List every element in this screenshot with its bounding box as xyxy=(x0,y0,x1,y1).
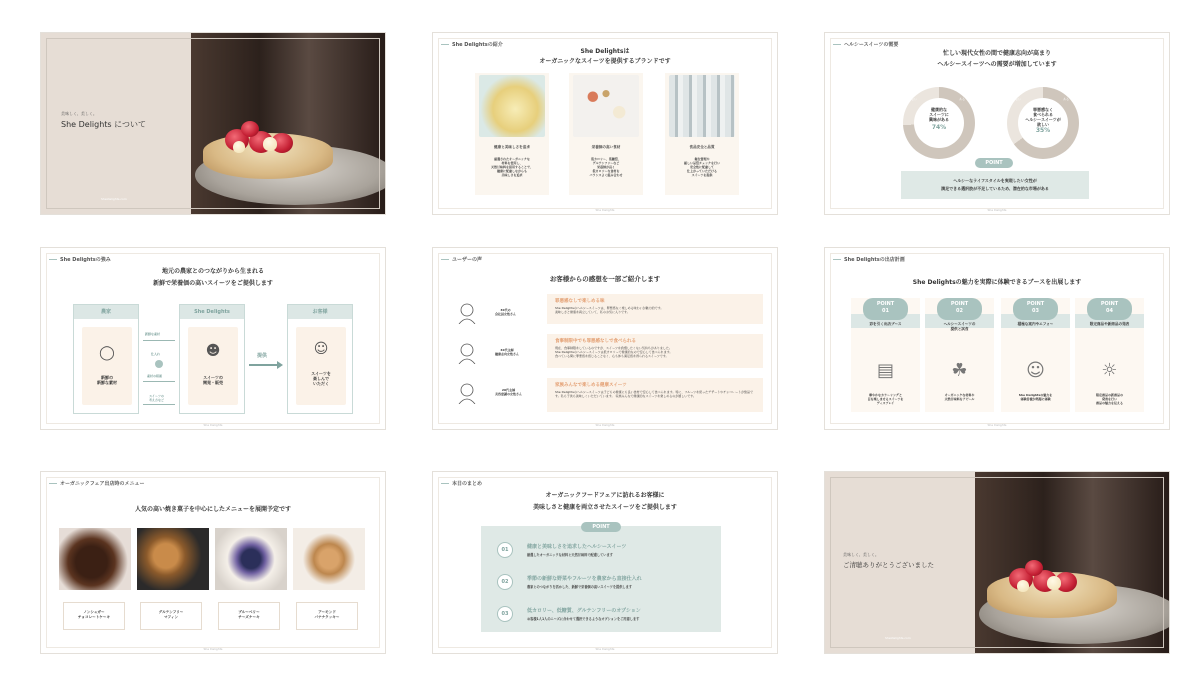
voice-title: 家族みんなで楽しめる健康スイーツ xyxy=(555,383,627,388)
card-desc: 厳選されたオーガニックな 材料を使用し、 天然甘味料を採用することで、 健康に配慮しながらも 美味しさを追求 xyxy=(491,157,533,177)
card-desc: 衛生管理や 厳しい品質チェックを行い 安全性に配慮して 仕上がっていただける スイーツを提供 xyxy=(684,157,720,177)
point-badge: POINT xyxy=(975,158,1013,168)
farmer-card-text: 新鮮の 新鮮な素材 xyxy=(97,375,117,385)
chocolate-cake-photo xyxy=(59,528,131,590)
donut-chart-1 xyxy=(903,87,975,159)
menu-item-3: ブルーベリー チーズケーキ xyxy=(218,602,280,630)
voice-title: 食事制限中でも罪悪感なしで食べられる xyxy=(555,339,636,344)
donut-value: 74% xyxy=(931,124,947,131)
footer: She Delights xyxy=(987,423,1007,427)
slide-title: She Delightsの魅力を実際に体験できるブースを出展します xyxy=(912,279,1082,286)
user-name-1: 30代の 会社員女性さん xyxy=(495,308,517,316)
shedelights-card-text: スイーツの 開発・販売 xyxy=(203,375,223,385)
point-col-2 xyxy=(925,298,994,412)
slide-1[interactable] xyxy=(40,32,386,215)
point-no: 03 xyxy=(1032,308,1039,314)
voice-card-2 xyxy=(547,334,763,368)
point-box xyxy=(901,171,1089,199)
row-title: 季節の新鮮な野菜やフルーツを農家から直接仕入れ xyxy=(527,576,642,582)
shelf-icon: ▤ xyxy=(876,360,894,381)
title-line-1: 忙しい現代女性の間で健康志向が高まり xyxy=(942,50,1051,57)
card-title: 健康と美味しさを追求 xyxy=(494,145,530,149)
cream-photo xyxy=(479,75,545,137)
sprout-icon: ☘ xyxy=(951,360,968,381)
muffin-photo xyxy=(137,528,209,590)
feature-card-2 xyxy=(569,73,643,195)
section-tag: ユーザーの声 xyxy=(441,256,482,263)
row-title: 健康と美味しさを追求したヘルシースイーツ xyxy=(527,544,627,550)
section-tag: ヘルシースイーツの需要 xyxy=(833,41,898,48)
point-desc: 華やかなカラーリングと 目を楽しませるスイーツを ディスプレイ xyxy=(867,393,904,405)
slide-2[interactable] xyxy=(432,32,778,215)
title-line-2: オーガニックなスイーツを提供するブランドです xyxy=(539,58,671,65)
donut-yes: ある xyxy=(1062,97,1069,101)
point-title: 彩を引く出店ブース xyxy=(869,322,902,326)
point-col-3 xyxy=(1001,298,1070,412)
arrow-right-1 xyxy=(143,340,175,341)
farmer-card xyxy=(82,327,132,405)
title-line-1: オーガニックフードフェアに訪れるお客様に xyxy=(545,492,665,499)
subtitle: 美味しく、美しく。 xyxy=(843,552,879,557)
point-badge: POINT xyxy=(581,522,621,532)
footer: She Delights xyxy=(595,208,615,212)
row-number: 03 xyxy=(497,606,513,622)
blueberry-cheesecake-photo xyxy=(215,528,287,590)
title-line-2: 新鮮で栄養価の高いスイーツをご提供します xyxy=(153,280,273,287)
subtitle: 美味しく、美しく。 xyxy=(61,111,97,116)
slide-title: ご清聴ありがとうございました xyxy=(843,561,934,569)
point-desc: She Delightsの魅力を 体験者様が笑顔に体験 xyxy=(1018,393,1053,401)
user-name-2: 40代主婦 健康志向女性さん xyxy=(495,348,520,356)
shedelights-box xyxy=(179,304,245,414)
user-icon-2 xyxy=(457,342,477,364)
woman-icon: ☺ xyxy=(313,341,329,357)
slide-9[interactable] xyxy=(824,471,1170,654)
summary-row-3 xyxy=(497,604,711,626)
title-line-2: 美味しさと健康を両立させたスイーツをご提供します xyxy=(533,504,677,511)
voice-card-1 xyxy=(547,294,763,324)
point-badge: POINT xyxy=(1100,301,1119,307)
donut-label: 罪悪感なく 食べられる ヘルシースイーツが 欲しい xyxy=(1025,107,1061,127)
point-note-1: ヘルシーなライフスタイルを実現したい女性が xyxy=(953,178,1037,183)
card-title: 食品安全と品質 xyxy=(689,145,715,149)
cookies-photo xyxy=(293,528,365,590)
card-desc: 低カロリー、低糖質、 グルテンフリーなど 栄養価が高く 低カロリーな食材を バランスよく組み合わせ xyxy=(589,157,623,177)
point-badge: POINT xyxy=(950,301,969,307)
title-line-1: 地元の農家とのつながりから生まれる xyxy=(161,268,264,275)
user-name-3: 20代主婦 美容意識の女性さん xyxy=(495,388,523,396)
lightbulb-icon: ☼ xyxy=(1101,360,1118,381)
point-badge: POINT xyxy=(1026,301,1045,307)
arrow-left-2 xyxy=(143,404,175,405)
donut-value: 35% xyxy=(1035,127,1051,134)
section-tag: She Delightsの強み xyxy=(49,256,111,263)
arrow-label-2: 仕入れ xyxy=(151,352,161,356)
summary-row-2 xyxy=(497,572,711,594)
slide-8[interactable] xyxy=(432,471,778,654)
footer: She Delights xyxy=(987,208,1007,212)
menu-item-2: グルテンフリー マフィン xyxy=(140,602,202,630)
donut-no: ない xyxy=(911,97,918,101)
point-desc: 限定商品の新商品の 発表を行い 商品の魅力を伝える xyxy=(1095,393,1123,405)
arrow-left-1 xyxy=(143,381,175,382)
footer: She Delights xyxy=(203,647,223,651)
row-desc: 厳選したオーガニックな材料と天然甘味料で配慮しています xyxy=(527,553,613,557)
check-icon xyxy=(155,360,163,368)
apple-icon: ◯ xyxy=(99,345,115,361)
row-title: 低カロリー、低糖質、グルテンフリーのオプション xyxy=(527,608,641,614)
chef-icon: ☻ xyxy=(205,343,221,359)
title-line-2: ヘルシースイーツへの需要が増加しています xyxy=(937,61,1057,68)
point-title: 限定商品や新商品の発表 xyxy=(1089,322,1130,326)
provide-arrow xyxy=(249,364,279,366)
shedelights-card xyxy=(188,327,238,405)
donut-no: ない xyxy=(1015,97,1022,101)
customer-card xyxy=(296,327,346,405)
section-tag: 本日のまとめ xyxy=(441,480,482,487)
user-icon-3 xyxy=(457,382,477,404)
arrow-label-3: 素材の相談 xyxy=(147,374,163,378)
card-title: 栄養価の高い食材 xyxy=(591,145,621,149)
slide-6[interactable] xyxy=(824,247,1170,430)
farmer-heading: 農家 xyxy=(74,305,138,319)
customer-card-text: スイーツを 楽しんで いただく xyxy=(311,371,331,386)
point-col-1 xyxy=(851,298,920,412)
slide-title: お客様からの感想を一部ご紹介します xyxy=(549,275,661,283)
section-tag: オーガニックフェア出店時のメニュー xyxy=(49,480,144,487)
row-number: 01 xyxy=(497,542,513,558)
farmer-box xyxy=(73,304,139,414)
slide-4[interactable] xyxy=(40,247,386,430)
summary-row-1 xyxy=(497,540,711,562)
point-no: 04 xyxy=(1106,308,1113,314)
ingredients-photo xyxy=(573,75,639,137)
voice-body: 現在、食事制限をしているのですが、スイーツを我慢したくない気持ちがありました。 She Delightsのヘルシースイーツは低カロリーで健康的なので安心して食べられます。 食べている間に罪悪感を感じることなく、心も体も満足感を得られるスイーツです。 xyxy=(555,346,673,358)
lab-photo xyxy=(669,75,735,137)
voice-body: She Delightsのヘルシースイーツは、罪悪感なく楽しめる味わいが魅力的です。 美味しさと健康を両立していて、私のお気に入りです。 xyxy=(555,306,664,314)
point-title: ヘルシースイーツの 提供と試食 xyxy=(943,322,976,331)
point-title: 積極な案内やエフォー xyxy=(1017,322,1054,326)
feature-card-1 xyxy=(475,73,549,195)
menu-item-4: アーモンド バナナクッキー xyxy=(296,602,358,630)
shedelights-heading: She Delights xyxy=(180,305,244,319)
row-number: 02 xyxy=(497,574,513,590)
footer: She Delights xyxy=(595,647,615,651)
section-tag: She Delightsの出店計画 xyxy=(833,256,905,263)
slide-7[interactable] xyxy=(40,471,386,654)
point-badge: POINT xyxy=(876,301,895,307)
point-no: 01 xyxy=(882,308,889,314)
voice-card-3 xyxy=(547,378,763,412)
point-col-4 xyxy=(1075,298,1144,412)
voice-title: 罪悪感なしで楽しめる味 xyxy=(555,299,605,304)
footer: She Delights xyxy=(595,423,615,427)
feature-card-3 xyxy=(665,73,739,195)
slide-title: She Delights について xyxy=(61,120,146,129)
slide-5[interactable] xyxy=(432,247,778,430)
row-desc: お客様1人1人のニーズに合わせて選択できるようなオプションをご用意します xyxy=(527,617,640,621)
user-icon-1 xyxy=(457,302,477,324)
provide-label: 提供 xyxy=(257,353,268,359)
customer-heading: お客様 xyxy=(288,305,352,319)
point-desc: オーガニックな材料や 天然甘味料をアピール xyxy=(944,393,975,401)
menu-item-1: ノンシュガー チョコレートケーキ xyxy=(63,602,125,630)
provide-arrowhead xyxy=(277,361,283,369)
slide-title: 人気の高い焼き菓子を中心にしたメニューを展開予定です xyxy=(134,506,291,513)
footer-url: Sheldelights.com xyxy=(885,636,911,640)
arrow-label-4: スイーツの 考え方など xyxy=(149,394,165,402)
slide-3[interactable] xyxy=(824,32,1170,215)
section-tag: She Delightsの紹介 xyxy=(441,41,503,48)
point-no: 02 xyxy=(956,308,963,314)
footer-url: Sheldelights.com xyxy=(101,197,127,201)
arrow-label-1: 新鮮な素材 xyxy=(145,332,161,336)
point-note-2: 満足できる選択肢が不足しているため、潜在的な市場がある xyxy=(941,186,1049,191)
title-line-1: She Delightsは xyxy=(580,48,630,55)
donut-chart-2 xyxy=(1007,87,1079,159)
woman-icon: ☺ xyxy=(1026,360,1045,381)
footer: She Delights xyxy=(203,423,223,427)
donut-yes: ある xyxy=(958,97,965,101)
customer-box xyxy=(287,304,353,414)
summary-box xyxy=(481,526,721,632)
donut-label: 健康的な スイーツに 興味がある xyxy=(929,107,949,122)
row-desc: 農家とのつながりを活かした、新鮮で栄養価の高いスイーツを提供します xyxy=(527,585,632,589)
voice-body: She Delightsのヘルシースイーツは子どもの健康にも良い食材で安心して食べられます。特に、フルーツを使ったデザートやチョコレートが絶品です。私も子供も美味しくいただいています。 家族みんなで健康的なスイーツを楽しめるのが嬉しいです。 xyxy=(555,390,753,398)
